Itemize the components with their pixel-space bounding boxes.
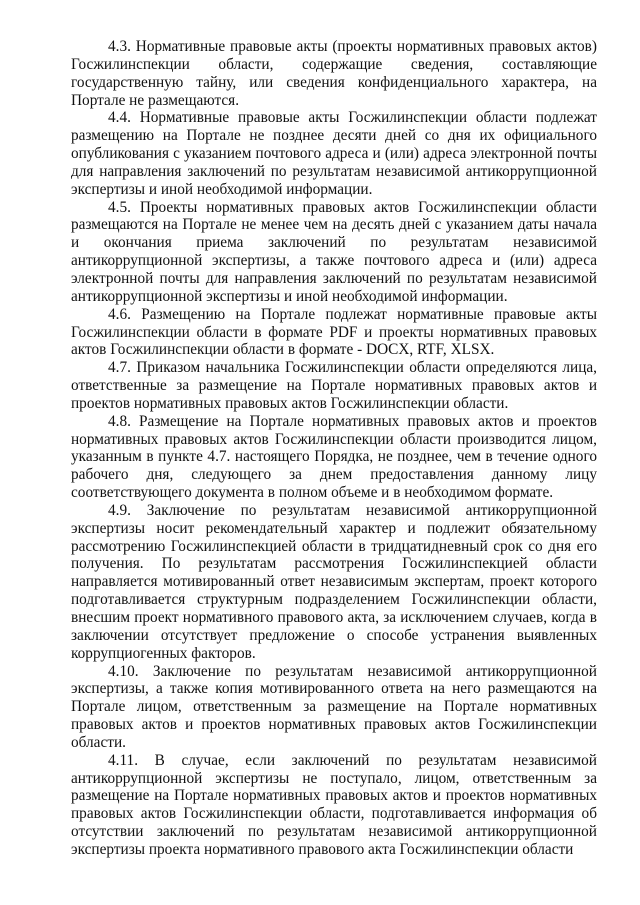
- document-page: [71, 38, 597, 859]
- paragraph-4-11: 4.11. В случае, если заключений по результатам независимой антикоррупционной экспертизы не поступало, лицом, ответственным за размещение на Портале нормативных правовых актов и проектов нормативных правовых актов Госжилинспекции области, подготавливается информация об отсутствии заключений по результатам независимой антикоррупционной экспертизы проекта нормативного правового акта Госжилинспекции области: [71, 751, 597, 858]
- paragraph-4-7: 4.7. Приказом начальника Госжилинспекции области определяются лица, ответственные за размещение на Портале нормативных правовых актов и проектов нормативных правовых актов Госжилинспекции области.: [71, 359, 597, 412]
- paragraph-4-10: 4.10. Заключение по результатам независимой антикоррупционной экспертизы, а также копия мотивированного ответа на него размещаются на Портале лицом, ответственным за размещение на Портале нормативных правовых актов и проектов нормативных правовых актов Госжилинспекции области.: [71, 662, 597, 751]
- paragraph-4-5: 4.5. Проекты нормативных правовых актов Госжилинспекции области размещаются на Портале не менее чем на десять дней с указанием даты начала и окончания приема заключений по результатам независимой антикоррупционной экспертизы, а также почтового адреса и (или) адреса электронной почты для направления заключений по результатам независимой антикоррупционной экспертизы и иной необходимой информации.: [71, 198, 597, 305]
- paragraph-4-9: 4.9. Заключение по результатам независимой антикоррупционной экспертизы носит рекомендательный характер и подлежит обязательному рассмотрению Госжилинспекцией области в тридцатидневный срок со дня его получения. По результатам рассмотрения Госжилинспекцией области направляется мотивированный ответ независимым экспертам, проект которого подготавливается структурным подразделением Госжилинспекции области, внесшим проект нормативного правового акта, за исключением случаев, когда в заключении отсутствует предложение о способе устранения выявленных коррупциогенных факторов.: [71, 501, 597, 662]
- paragraph-4-3: 4.3. Нормативные правовые акты (проекты нормативных правовых актов) Госжилинспекции области, содержащие сведения, составляющие государственную тайну, или сведения конфиденциального характера, на Портале не размещаются.: [71, 38, 597, 109]
- paragraph-4-8: 4.8. Размещение на Портале нормативных правовых актов и проектов нормативных правовых актов Госжилинспекции области производится лицом, указанным в пункте 4.7. настоящего Порядка, не позднее, чем в течение одного рабочего дня, следующего за днем предоставления данному лицу соответствующего документа в полном объеме и в необходимом формате.: [71, 412, 597, 502]
- paragraph-4-6: 4.6. Размещению на Портале подлежат нормативные правовые акты Госжилинспекции области в формате PDF и проекты нормативных правовых актов Госжилинспекции области в формате - DOCX, RTF, XLSX.: [71, 305, 597, 359]
- paragraph-4-4: 4.4. Нормативные правовые акты Госжилинспекции области подлежат размещению на Портале не позднее десяти дней со дня их официального опубликования с указанием почтового адреса и (или) адреса электронной почты для направления заключений по результатам независимой антикоррупционной экспертизы и иной необходимой информации.: [71, 109, 597, 198]
